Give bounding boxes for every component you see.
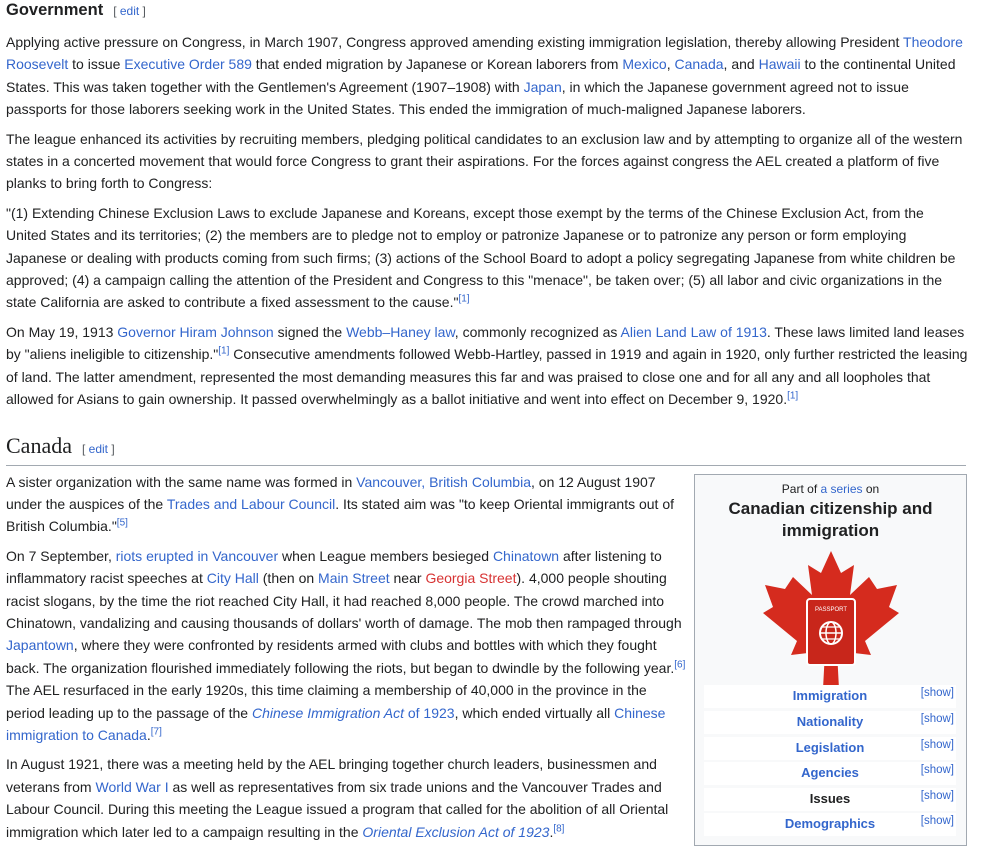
link-canada[interactable]: Canada	[674, 56, 724, 73]
show-toggle[interactable]: [show]	[920, 713, 954, 725]
canada-paragraph-1: A sister organization with the same name was formed in Vancouver, British Columbia, on 12 August 1907 under the auspices of the Trades and Labour Council. Its stated aim was "to keep Oriental immigrants out of British Columbia."[5]	[6, 473, 675, 535]
link-japan[interactable]: Japan	[523, 78, 562, 95]
citation-link[interactable]: [1]	[458, 293, 470, 305]
sidebar-row-immigration[interactable]	[704, 685, 956, 708]
link-chinese-immigration-act[interactable]: Chinese Immigration Act of 1923	[251, 704, 455, 721]
citation-link[interactable]: [7]	[150, 726, 162, 738]
canada-paragraph-3: In August 1921, there was a meeting held by the AEL bringing together church leaders, businessmen and veterans from World War I as well as representatives from six trade unions and the Vancouver Trades and Labour Council. During this meeting the League issued a program that called for the abolition of all Oriental immigration which later led to a campaign resulting in the Oriental Exclusion Act of 1923.[8]	[6, 756, 669, 840]
sidebar-row-legislation[interactable]	[704, 737, 956, 760]
heading-text: Canada	[6, 432, 72, 458]
link-vancouver[interactable]: Vancouver, British Columbia	[356, 473, 531, 490]
canada-text-column	[6, 471, 686, 844]
link-city-hall[interactable]: City Hall	[206, 570, 259, 587]
gov-paragraph-1: Applying active pressure on Congress, in March 1907, Congress approved amending existing immigration legislation, thereby allowing President Theodore Roosevelt to issue Executive Order 589 that ended migration by Japanese or Korean laborers from Mexico, Canada, and Hawaii to the continental United States. This was taken together with the Gentlemen's Agreement (1907–1908) with Japan, in which the Japanese government agreed not to issue passports for those laborers seeking work in the United States. This ended the immigration of much-maligned Japanese laborers.	[6, 34, 963, 118]
sidebar-row-label[interactable]: Legislation	[795, 740, 865, 755]
sidebar-row-agencies[interactable]	[704, 762, 956, 785]
citation-link[interactable]: [1]	[787, 390, 799, 402]
series-sidebar	[694, 474, 967, 846]
link-a-series[interactable]: a series	[820, 482, 863, 496]
edit-section-government: [ edit ]	[113, 4, 146, 18]
link-georgia-street[interactable]: Georgia Street	[425, 570, 517, 587]
edit-section-canada: [ edit ]	[81, 441, 115, 456]
link-world-war-i[interactable]: World War I	[95, 778, 169, 795]
sidebar-row-label: Issues	[809, 791, 851, 806]
sidebar-series-caption: Part of a series on	[781, 482, 880, 496]
show-toggle[interactable]: [show]	[920, 815, 954, 827]
link-chinatown[interactable]: Chinatown	[492, 547, 560, 564]
link-chinese-immigration-canada[interactable]: Chinese immigration to Canada	[6, 704, 666, 743]
show-toggle[interactable]: [show]	[920, 739, 954, 751]
maple-leaf-passport-icon	[761, 549, 901, 697]
canada-paragraph-2: On 7 September, riots erupted in Vancouver when League members besieged Chinatown after listening to inflammatory racist speeches at City Hall (then on Main Street near Georgia Street). 4,000 people shouting racist slogans, by the time the riot reached City Hall, it had reached 8,000 people. The crowd marched into Chinatown, vandalizing and causing thousands of dollars' worth of damage. The mob then rampaged through Japantown, where they were confronted by residents armed with clubs and bottles with which they fought back. The organization flourished immediately following the riots, but began to dwindle by the following year.[6] The AEL resurfaced in the early 1920s, this time claiming a membership of 40,000 in the province in the period leading up to the passage of the Chinese Immigration Act of 1923, which ended virtually all Chinese immigration to Canada.[7]	[6, 547, 686, 743]
show-toggle[interactable]: [show]	[920, 790, 954, 802]
sidebar-row-nationality[interactable]	[704, 711, 956, 734]
sidebar-row-demographics[interactable]	[704, 813, 956, 836]
section-heading-government	[6, 0, 989, 21]
passport-label: PASSPORT	[814, 607, 848, 613]
link-executive-order-589[interactable]: Executive Order 589	[124, 56, 252, 73]
edit-link[interactable]: edit	[119, 4, 140, 18]
gov-paragraph-2: The league enhanced its activities by recruiting members, pledging political candidates to an exclusion law and by attempting to organize all of the western states in a concerted movement that would force Congress to grant their aspirations. For the forces against congress the AEL created a platform of five planks to bring forth to Congress:	[6, 130, 963, 192]
link-trades-and-labour-council[interactable]: Trades and Labour Council	[166, 495, 336, 512]
citation-link[interactable]: [5]	[116, 517, 128, 529]
citation-link[interactable]: [8]	[553, 822, 565, 834]
show-toggle[interactable]: [show]	[920, 687, 954, 699]
link-japantown[interactable]: Japantown	[6, 637, 74, 654]
sidebar-row-issues[interactable]	[704, 788, 956, 811]
link-oriental-exclusion-act[interactable]: Oriental Exclusion Act of 1923	[362, 823, 550, 840]
citation-link[interactable]: [6]	[674, 659, 686, 671]
link-alien-land-law[interactable]: Alien Land Law of 1913	[620, 323, 767, 340]
link-mexico[interactable]: Mexico	[622, 56, 667, 73]
link-governor-hiram-johnson[interactable]: Governor Hiram Johnson	[117, 323, 274, 340]
link-theodore-roosevelt[interactable]: Theodore Roosevelt	[6, 34, 963, 73]
link-webb-haney-law[interactable]: Webb–Haney law	[346, 323, 455, 340]
show-toggle[interactable]: [show]	[920, 764, 954, 776]
link-main-street[interactable]: Main Street	[318, 570, 390, 587]
edit-link[interactable]: edit	[88, 441, 108, 456]
heading-text: Government	[6, 1, 104, 19]
sidebar-row-label[interactable]: Agencies	[801, 765, 859, 780]
section-heading-canada	[6, 433, 966, 466]
gov-paragraph-3: "(1) Extending Chinese Exclusion Laws to exclude Japanese and Koreans, except those exempt by the terms of the Chinese Exclusion Act, from the United States and its territories; (2) the members are to pledge not to employ or patronize Japanese or to patronize any person or form employing Japanese or dealing with products coming from such firms; (3) actions of the School Board to adopt a policy segregating Japanese from white children be approved; (4) a campaign calling the attention of the President and Congress to this "menace", be taken over; (5) all labor and civic organizations in the state California are asked to contribute a fixed assessment to the cause."[1]	[6, 204, 956, 311]
sidebar-row-label[interactable]: Nationality	[796, 714, 864, 729]
sidebar-row-label[interactable]: Immigration	[792, 688, 868, 703]
link-hawaii[interactable]: Hawaii	[758, 56, 801, 73]
citation-link[interactable]: [1]	[218, 345, 230, 357]
sidebar-title: Canadian citizenship and immigration	[728, 499, 933, 540]
sidebar-row-label[interactable]: Demographics	[784, 816, 876, 831]
gov-paragraph-4: On May 19, 1913 Governor Hiram Johnson signed the Webb–Haney law, commonly recognized as Alien Land Law of 1913. These laws limited land leases by "aliens ineligible to citizenship."[1] Consecutive amendments followed Webb-Hartley, passed in 1919 and again in 1920, only further restricted the leasing of land. The latter amendment, represented the most demanding measures this far and was praised to close one and for all any and all loopholes that allowed for Asians to gain ownership. It passed overwhelmingly as a ballot initiative and went into effect on December 9, 1920.[1]	[6, 323, 968, 408]
link-riots-vancouver[interactable]: riots erupted in Vancouver	[115, 547, 279, 564]
